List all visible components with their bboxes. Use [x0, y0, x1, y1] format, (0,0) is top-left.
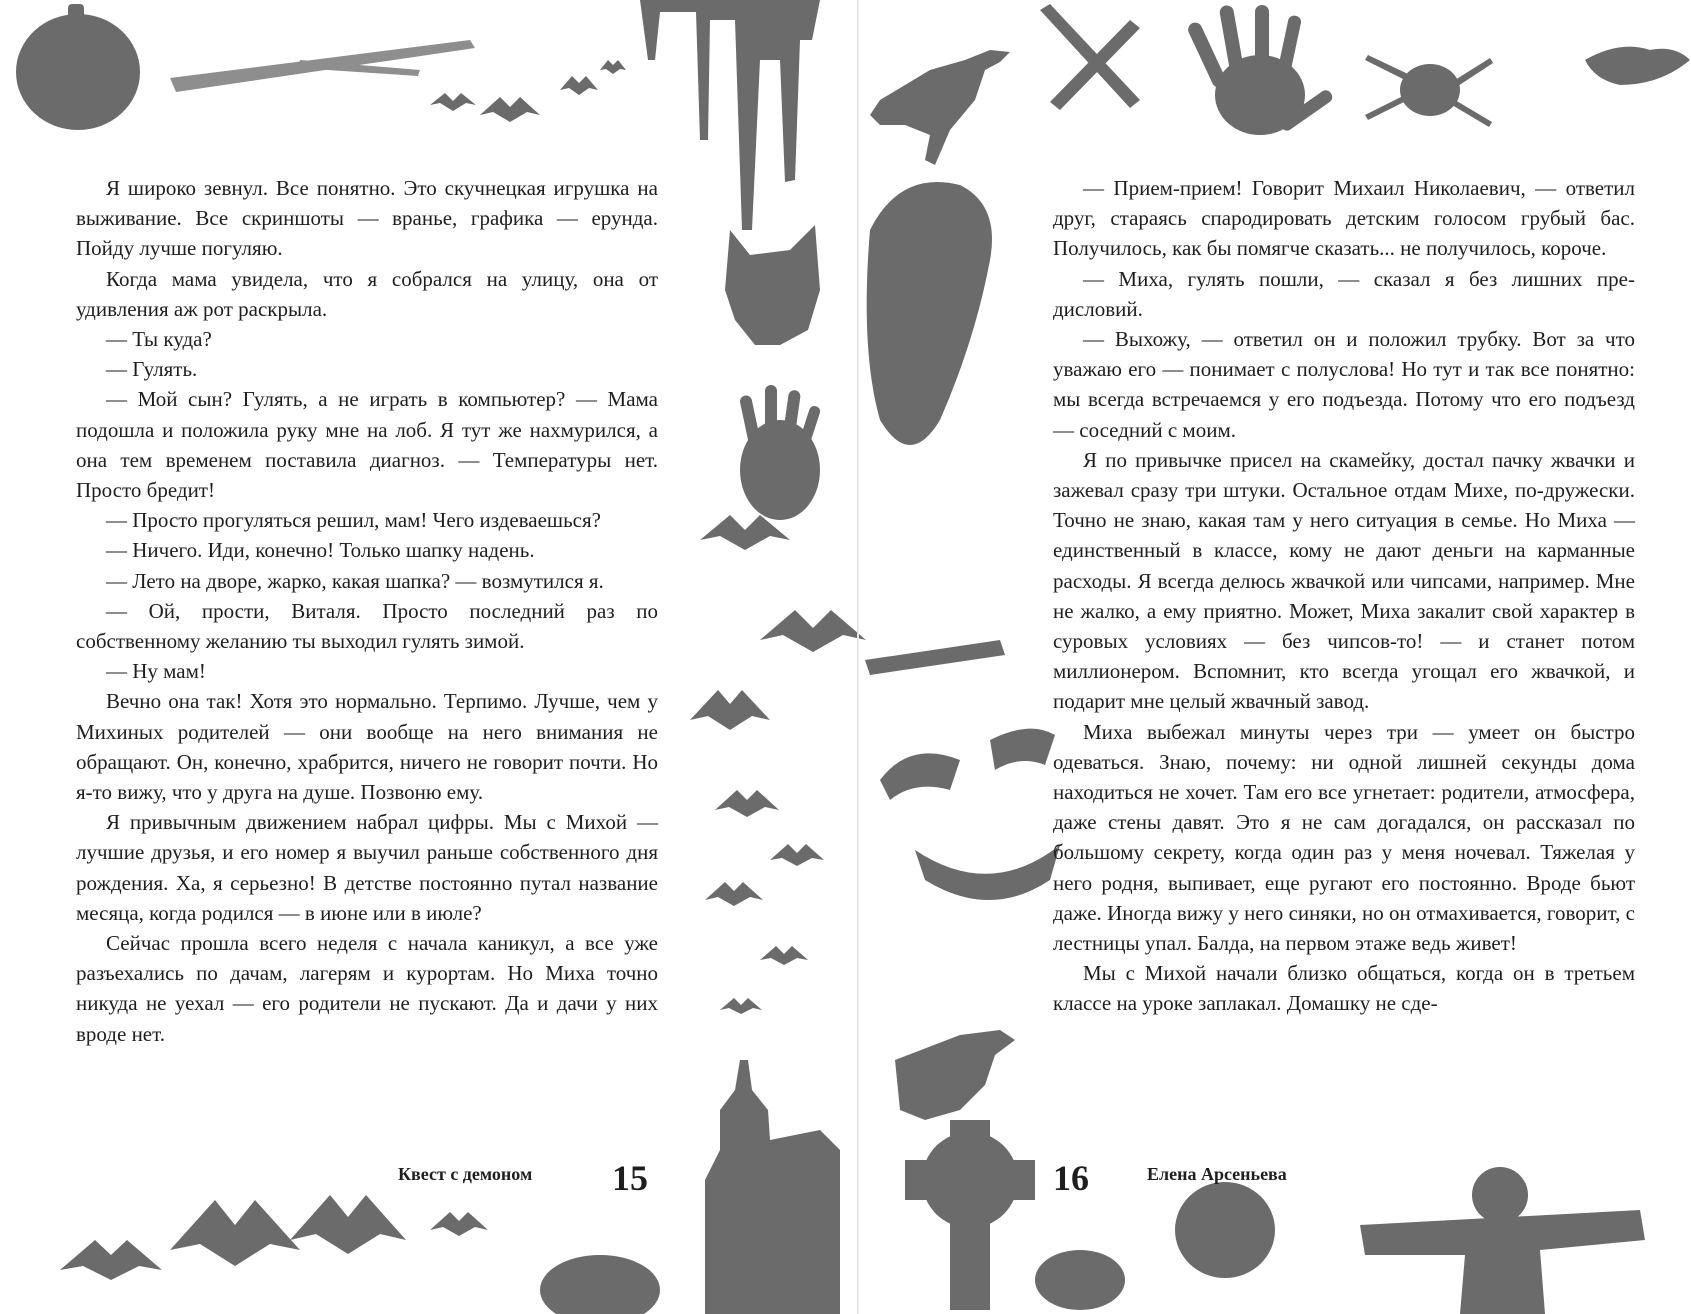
- bat-icon: [760, 610, 866, 652]
- paragraph: — Лето на дворе, жарко, какая шапка? — возмутился я.: [106, 568, 604, 593]
- clown-face-icon: [865, 640, 1060, 900]
- skull-icon: [1175, 1182, 1275, 1278]
- bat-icon: [430, 93, 476, 111]
- bat-icon: [720, 998, 762, 1014]
- bat-icon: [705, 882, 763, 906]
- bat-icon: [430, 1212, 488, 1236]
- paragraph: — Мой сын? Гулять, а не играть в компьютер? — Мама подошла и положила руку мне на лоб. Я тут же нахмурился, а она тем временем поставила диагноз. — Температуры нет. Просто бредит!: [76, 387, 658, 503]
- lips-icon: [1585, 47, 1690, 85]
- hand-icon: [1186, 4, 1335, 135]
- paragraph: Сейчас прошла всего неделя с начала каникул, а все уже разъехались по дачам, лагерям и курортам. Но Миха точно никуда не уехал — его родители не пускают. Да и дачи у них вроде нет.: [76, 931, 658, 1046]
- bat-icon: [480, 97, 540, 122]
- paragraph: Миха выбежал минуты через три — умеет он быстро одеваться. Знаю, почему: ни одной лишней секунды дома находиться не хочет. Там его все угнетает: родители, атмосфера, даже стены давят. Это я не сам догадался, он рассказал по большому секрету, когда один раз у меня ночевал. Тяжелая у него родня, выпивает, еще ругают его постоянно. Вроде бьют даже. Иногда вижу у него синяки, но он отмахивается, говорит, с лестницы упал. Балда, на первом этаже ведь живет!: [1053, 719, 1635, 956]
- bat-icon: [170, 1200, 300, 1266]
- left-page-number: 15: [612, 1158, 648, 1198]
- right-page-number: 16: [1053, 1158, 1089, 1198]
- church-icon: [705, 1060, 840, 1314]
- cat-face-icon: [725, 225, 820, 345]
- right-page-text: [1053, 173, 1635, 1019]
- raven-on-grave-icon: [895, 1030, 1015, 1120]
- celtic-cross-icon: [905, 1120, 1035, 1310]
- bat-icon: [760, 946, 808, 965]
- paragraph: — Ой, прости, Виталя. Просто последний раз по собственному желанию ты выходил гулять зимой.: [76, 598, 658, 654]
- paragraph: — Прием-прием! Говорит Михаил Николаевич, — ответил друг, стараясь спародировать детским голосом грубый бас. Получилось, как бы помягче сказать... не получилось, короче.: [1053, 176, 1635, 261]
- paragraph: Мы с Михой начали близко общаться, когда он в третьем классе на уроке заплакал. Домашку не сде-: [1053, 961, 1635, 1016]
- paragraph: Вечно она так! Хотя это нормально. Терпимо. Лучше, чем у Михиных родителей — они вообще на него внимания не обращают. Он, конечно, храбрится, ничего не говорит почти. Но я-то вижу, что у друга на душе. Позвоню ему.: [76, 689, 658, 805]
- cross-mark-icon: [1040, 4, 1140, 110]
- paragraph: — Ничего. Иди, конечно! Только шапку надень.: [106, 538, 535, 563]
- paragraph: — Выхожу, — ответил он и положил трубку. Вот за что уважаю его — понимает с полуслова! Но тут и так все понятно: мы всегда встречаемся у его подъезда. Потому что его подъезд — соседний с моим.: [1053, 327, 1635, 442]
- paragraph: — Ну мам!: [106, 659, 206, 684]
- ink-blob-icon: [867, 182, 992, 445]
- paragraph: — Просто прогуляться решил, мам! Чего издеваешься?: [106, 508, 601, 533]
- left-page-text: [76, 173, 658, 1049]
- scarecrow-icon: [1360, 1167, 1645, 1314]
- bat-icon: [700, 515, 790, 550]
- bat-icon: [715, 790, 779, 817]
- left-running-title: Квест с демоном: [398, 1164, 533, 1184]
- paragraph: Я привычным движением набрал цифры. Мы с Михой — лучшие друзья, и его номер я выучил раньше собственного дня рождения. Ха, я серьезно! В детстве постоянно путал название месяца, когда родился — в июне или в июле?: [76, 810, 658, 925]
- page-gutter: [857, 0, 859, 1314]
- paragraph: Я широко зевнул. Все понятно. Это скучнецкая игрушка на выживание. Все скриншоты — вранье, графика — ерунда. Пойду лучше погуляю.: [76, 176, 658, 261]
- paragraph: — Миха, гулять пошли, — сказал я без лишних предисловий.: [1053, 266, 1635, 321]
- bat-icon: [600, 60, 626, 74]
- paragraph: Я по привычке присел на скамейку, достал пачку жвачки и зажевал сразу три штуки. Остальное отдам Михе, по-дружески. Точно не знаю, какая там у него ситуация в семье. Но Миха — единственный в классе, кому не дают деньги на карманные расходы. Я всегда делюсь жвачкой или чипсами, например. Мне не жалко, а ему приятно. Может, Миха закалит свой характер в суровых условиях — без чипсов-то! — и станет потом миллионером. Вспомнит, кто всегда угощал его жвачкой, и подарит мне целый жвачный завод.: [1053, 447, 1635, 714]
- bat-icon: [290, 1195, 406, 1254]
- paragraph: Когда мама увидела, что я собрался на улицу, она от удивления аж рот раскрыла.: [76, 266, 658, 321]
- handprint-icon: [739, 385, 822, 520]
- bat-icon: [560, 76, 598, 95]
- bat-icon: [770, 844, 824, 866]
- spider-icon: [1365, 55, 1493, 127]
- raven-icon: [870, 50, 1010, 165]
- ink-drips-icon: [640, 0, 820, 230]
- bat-icon: [60, 1240, 162, 1280]
- paragraph: — Ты куда?: [106, 327, 212, 352]
- bat-icon: [690, 690, 770, 730]
- paragraph: — Гулять.: [106, 357, 198, 382]
- right-running-title: Елена Арсеньева: [1147, 1164, 1287, 1184]
- pumpkin-icon: [16, 4, 140, 130]
